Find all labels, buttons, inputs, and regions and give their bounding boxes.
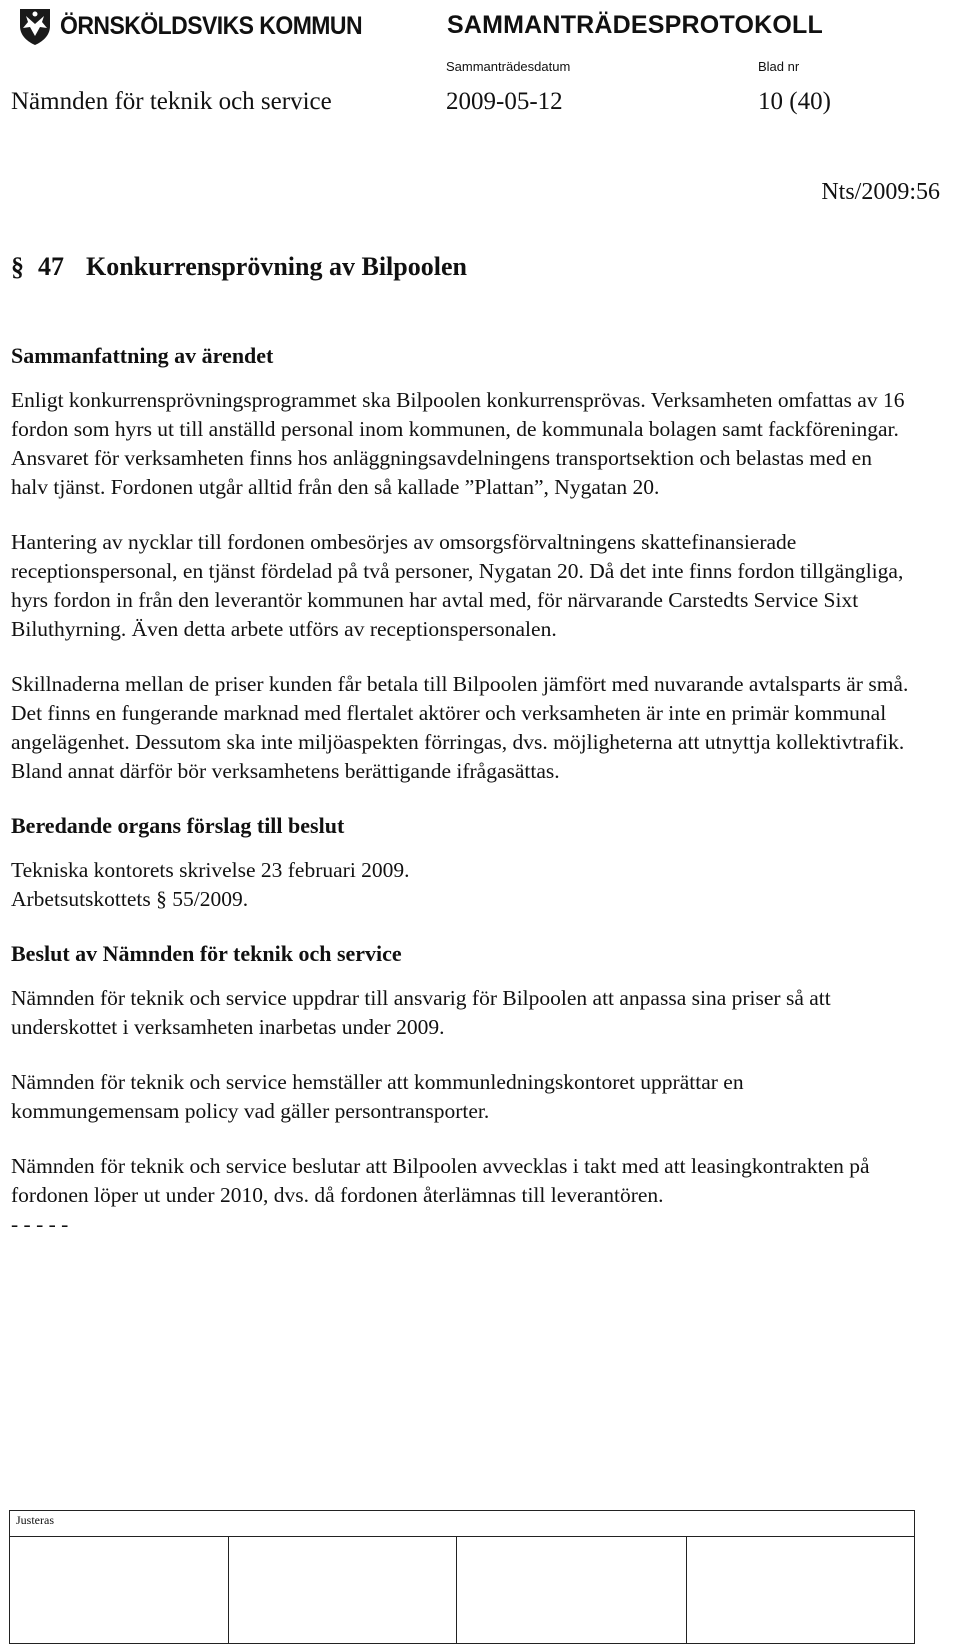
- justeras-label: Justeras: [16, 1513, 54, 1527]
- signature-cell-divider: [456, 1536, 457, 1643]
- organization-name: ÖRNSKÖLDSVIKS KOMMUN: [60, 11, 363, 40]
- document-body: [11, 342, 911, 1239]
- section-number: 47: [38, 252, 64, 281]
- municipality-logo: [18, 6, 388, 46]
- signature-cell-divider: [686, 1536, 687, 1643]
- committee-name: Nämnden för teknik och service: [11, 88, 332, 115]
- proposal-line: Tekniska kontorets skrivelse 23 februari 2009.: [11, 858, 410, 882]
- document-type: SAMMANTRÄDESPROTOKOLL: [447, 11, 823, 39]
- summary-paragraph: Skillnaderna mellan de priser kunden får betala till Bilpoolen jämfört med nuvarande avtalsparts är små. Det finns en fungerande marknad med flertalet aktörer och verksamheten är inte en primär kommunal angelägenhet. Dessutom ska inte miljöaspekten förringas, dvs. möjligheterna att utnyttja kollektivtrafik. Bland annat därför bör verksamhetens berättigande ifrågasättas.: [11, 672, 909, 783]
- signature-cell-divider: [228, 1536, 229, 1643]
- proposal-heading: Beredande organs förslag till beslut: [11, 813, 345, 838]
- justeras-box: [9, 1510, 915, 1644]
- section-title: [11, 252, 467, 282]
- decision-paragraph: Nämnden för teknik och service uppdrar till ansvarig för Bilpoolen att anpassa sina priser så att underskottet i verksamheten inarbetas under 2009.: [11, 986, 831, 1039]
- justeras-divider: [10, 1536, 914, 1537]
- decision-heading: Beslut av Nämnden för teknik och service: [11, 941, 402, 966]
- page-number: 10 (40): [758, 88, 831, 115]
- coat-of-arms-icon: [18, 6, 52, 46]
- meeting-date: 2009-05-12: [446, 88, 563, 115]
- summary-paragraph: Hantering av nycklar till fordonen ombesörjes av omsorgsförvaltningens skattefinansierade receptionspersonal, en tjänst fördelad på två personer, Nygatan 20. Då det inte finns fordon tillgängliga, hyrs fordon in från den leverantör kommunen har avtal med, för närvarande Carstedts Service Sixt Biluthyrning. Även detta arbete utförs av receptionspersonalen.: [11, 530, 904, 641]
- case-reference: Nts/2009:56: [821, 179, 940, 205]
- decision-paragraph: Nämnden för teknik och service hemställer att kommunledningskontoret upprättar en kommungemensam policy vad gäller persontransporter.: [11, 1070, 744, 1123]
- page-number-label: Blad nr: [758, 59, 800, 74]
- section-heading: Konkurrensprövning av Bilpoolen: [86, 252, 467, 281]
- summary-heading: Sammanfattning av ärendet: [11, 343, 274, 368]
- end-mark: - - - - -: [11, 1212, 69, 1236]
- proposal-line: Arbetsutskottets § 55/2009.: [11, 887, 249, 911]
- section-symbol: §: [11, 252, 24, 281]
- decision-paragraph: Nämnden för teknik och service beslutar att Bilpoolen avvecklas i takt med att leasingkontrakten på fordonen löper ut under 2010, dvs. då fordonen återlämnas till leverantören.: [11, 1154, 870, 1207]
- summary-paragraph: Enligt konkurrensprövningsprogrammet ska Bilpoolen konkurrensprövas. Verksamheten omfattas av 16 fordon som hyrs ut till anställd personal inom kommunen, de kommunala bolagen samt fackföreningar. Ansvaret för verksamheten finns hos anläggningsavdelningens transportsektion och belastas med en halv tjänst. Fordonen utgår alltid från den så kallade ”Plattan”, Nygatan 20.: [11, 388, 905, 499]
- meeting-date-label: Sammanträdesdatum: [446, 59, 571, 74]
